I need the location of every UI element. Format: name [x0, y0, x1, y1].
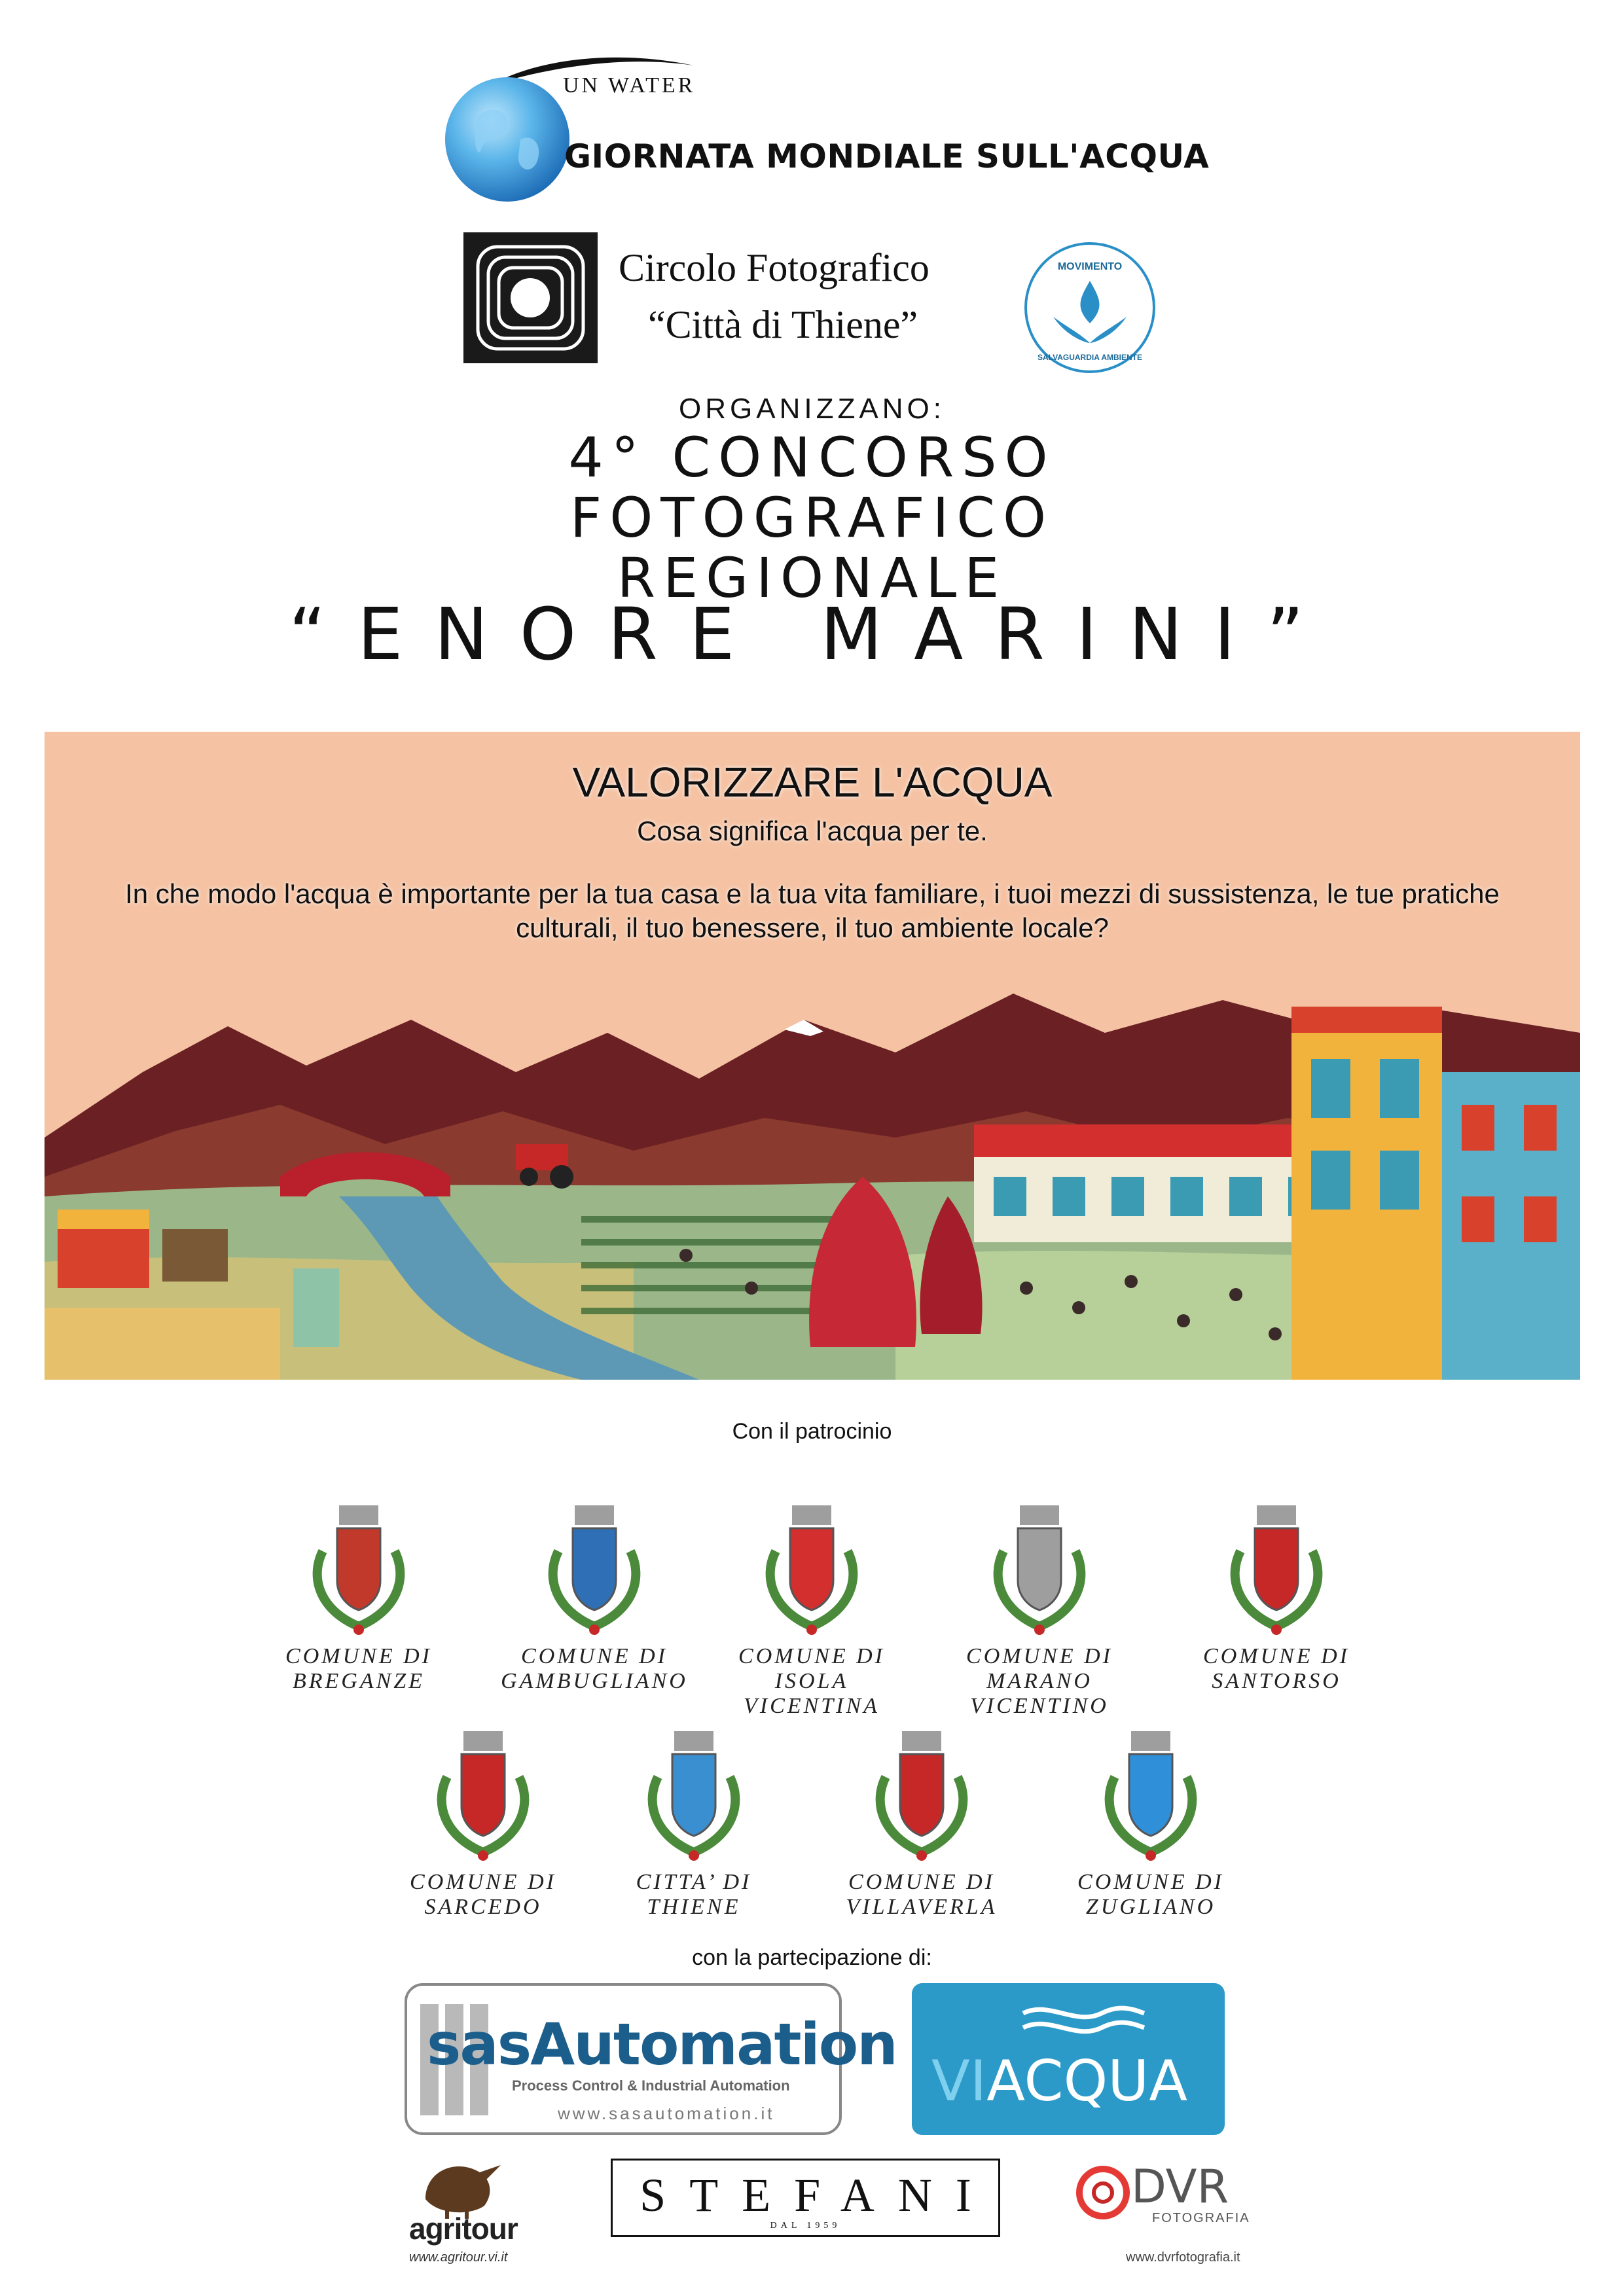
- theme-title: VALORIZZARE L'ACQUA: [572, 759, 1053, 806]
- agritour-name: agritour: [409, 2212, 518, 2246]
- municipality-name-line: COMUNE DI: [966, 1644, 1113, 1668]
- msa-logo-icon: [1024, 242, 1155, 373]
- municipality-crest-block: [1053, 1731, 1249, 1920]
- municipality-name-line: VICENTINA: [744, 1694, 880, 1718]
- sas-automation-logo: [405, 1983, 897, 2135]
- municipality-coat-of-arms-icon: [427, 1731, 539, 1862]
- agritour-bird-icon: [412, 2153, 504, 2219]
- contest-title-line3: REGIONALE: [617, 546, 1007, 610]
- municipality-name: [385, 1870, 581, 1920]
- msa-top-label: MOVIMENTO: [1057, 261, 1123, 272]
- municipality-coat-of-arms-icon: [638, 1731, 749, 1862]
- municipality-crest-block: [496, 1505, 693, 1694]
- municipality-name-line: MARANO: [986, 1669, 1092, 1693]
- municipality-crest-block: [385, 1731, 581, 1920]
- municipality-crest-block: [941, 1505, 1138, 1719]
- municipality-name-line: COMUNE DI: [410, 1870, 556, 1894]
- municipality-crest-block: [261, 1505, 457, 1694]
- municipality-name-line: COMUNE DI: [1203, 1644, 1350, 1668]
- municipality-name-line: COMUNE DI: [1077, 1870, 1224, 1894]
- municipality-name-line: COMUNE DI: [848, 1870, 995, 1894]
- municipality-coat-of-arms-icon: [1095, 1731, 1206, 1862]
- dvr-name: DVR: [1131, 2160, 1229, 2214]
- stefani-name: STEFANI: [640, 2169, 995, 2221]
- municipality-name: [1178, 1644, 1375, 1694]
- stefani-logo: [611, 2159, 1000, 2237]
- photo-club-name: Circolo Fotografico: [619, 246, 929, 289]
- landscape-illustration: [45, 980, 1580, 1380]
- municipality-crest-block: [1178, 1505, 1375, 1694]
- participation-label: con la partecipazione di:: [692, 1945, 932, 1970]
- municipality-name-line: BREGANZE: [293, 1669, 425, 1693]
- municipality-coat-of-arms-icon: [866, 1731, 977, 1862]
- dvr-camera-icon: [1074, 2163, 1132, 2222]
- sas-url: www.sasautomation.it: [558, 2104, 775, 2123]
- municipality-name-line: ZUGLIANO: [1085, 1895, 1216, 1919]
- municipality-name-line: THIENE: [647, 1895, 741, 1919]
- waves-icon: [1017, 2000, 1147, 2039]
- dvr-sub: FOTOGRAFIA: [1152, 2211, 1250, 2225]
- contest-title-line2: FOTOGRAFICO: [569, 486, 1055, 550]
- municipality-name-line: COMUNE DI: [285, 1644, 432, 1668]
- municipality-name-line: VILLAVERLA: [846, 1895, 998, 1919]
- municipality-name: [596, 1870, 792, 1920]
- stefani-since: DAL 1959: [770, 2221, 841, 2231]
- municipality-crest-block: [596, 1731, 792, 1920]
- viacqua-vi: VI: [931, 2049, 987, 2114]
- dvr-url: www.dvrfotografia.it: [1126, 2250, 1240, 2265]
- municipality-coat-of-arms-icon: [756, 1505, 867, 1636]
- municipality-name-line: CITTA’ DI: [636, 1870, 752, 1894]
- contest-title-line1: 4° CONCORSO: [568, 425, 1056, 490]
- organizers-label: ORGANIZZANO:: [679, 393, 945, 425]
- municipality-name-line: COMUNE DI: [521, 1644, 668, 1668]
- municipality-name: [941, 1644, 1138, 1719]
- municipality-name-line: SARCEDO: [424, 1895, 542, 1919]
- viacqua-logo: [912, 1983, 1225, 2135]
- municipality-name-line: SANTORSO: [1212, 1669, 1341, 1693]
- municipality-coat-of-arms-icon: [1221, 1505, 1332, 1636]
- municipality-name: [1053, 1870, 1249, 1920]
- contest-name: “ENORE MARINI”: [289, 592, 1335, 676]
- photo-club-logo-icon: [463, 232, 598, 363]
- municipality-coat-of-arms-icon: [984, 1505, 1095, 1636]
- municipality-name: [713, 1644, 910, 1719]
- municipality-coat-of-arms-icon: [539, 1505, 650, 1636]
- municipality-coat-of-arms-icon: [303, 1505, 414, 1636]
- patronage-label: Con il patrocinio: [732, 1419, 892, 1444]
- municipality-name: [823, 1870, 1020, 1920]
- municipality-name-line: ISOLA: [774, 1669, 849, 1693]
- msa-bottom-label: SALVAGUARDIA AMBIENTE: [1038, 353, 1142, 362]
- event-day-title: GIORNATA MONDIALE SULL'ACQUA: [564, 137, 1210, 175]
- agritour-url: www.agritour.vi.it: [409, 2250, 508, 2265]
- theme-question: In che modo l'acqua è importante per la tua casa e la tua vita familiare, i tuoi mezzi di sussistenza, le tue pratiche culturali, il tuo benessere, il tuo ambiente locale?: [125, 878, 1500, 943]
- municipality-name-line: GAMBUGLIANO: [501, 1669, 688, 1693]
- municipality-name: [261, 1644, 457, 1694]
- photo-club-city: “Città di Thiene”: [648, 303, 918, 346]
- municipality-crest-block: [823, 1731, 1020, 1920]
- unwater-label: UN WATER: [563, 73, 696, 98]
- theme-subtitle: Cosa significa l'acqua per te.: [637, 816, 988, 846]
- municipality-name: [496, 1644, 693, 1694]
- municipality-crest-block: [713, 1505, 910, 1719]
- viacqua-acqua: ACQUA: [986, 2049, 1188, 2114]
- theme-banner: [45, 732, 1580, 1380]
- municipality-name-line: VICENTINO: [970, 1694, 1109, 1718]
- municipality-name-line: COMUNE DI: [738, 1644, 885, 1668]
- sas-name: sasAutomation: [427, 2011, 897, 2078]
- sas-tagline: Process Control & Industrial Automation: [512, 2077, 790, 2094]
- unwater-globe-icon: [445, 77, 569, 202]
